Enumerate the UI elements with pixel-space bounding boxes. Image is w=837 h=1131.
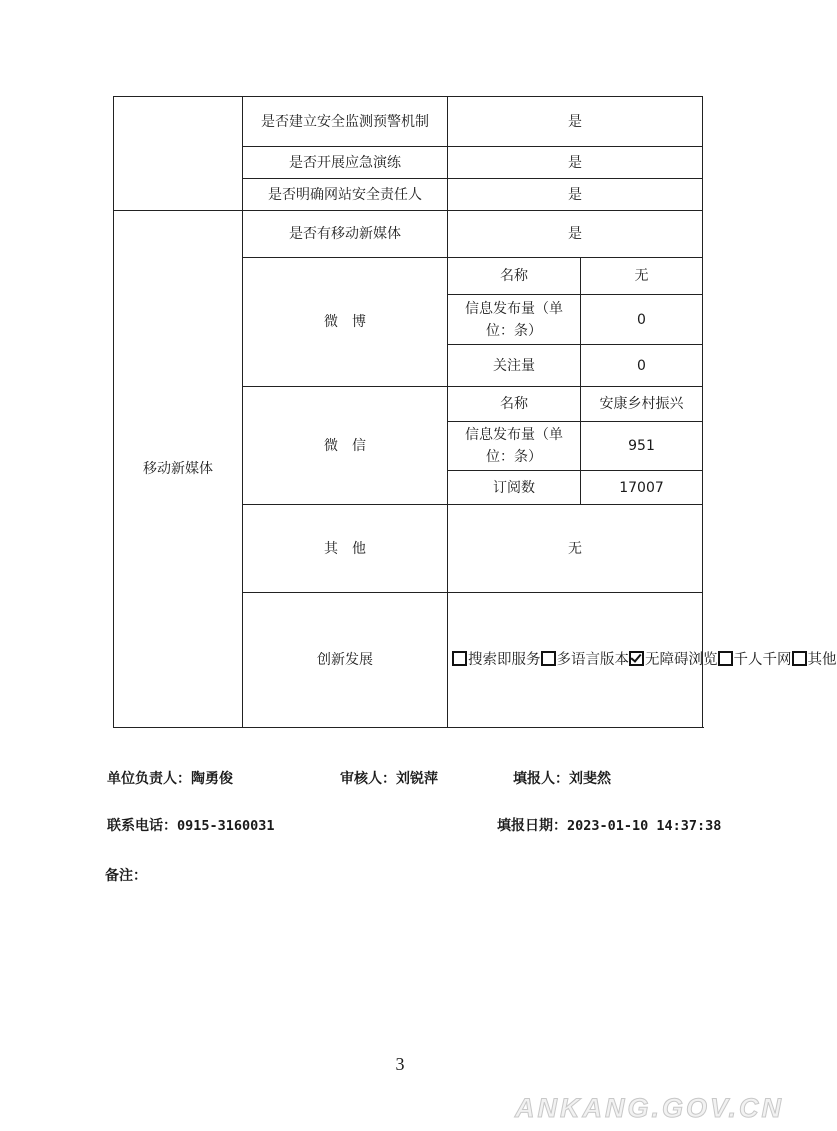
security-row-value: 是 bbox=[448, 97, 703, 147]
phone-label: 联系电话： bbox=[107, 818, 177, 834]
reviewer-value: 刘锐萍 bbox=[396, 771, 438, 787]
filler-label: 填报人： bbox=[513, 771, 569, 787]
security-section-cell bbox=[114, 97, 243, 211]
weibo-posts-label: 信息发布量（单位：条） bbox=[448, 295, 581, 345]
site-watermark: ANKANG.GOV.CN bbox=[515, 1093, 785, 1123]
accessibility-option-label: 无障碍浏览 bbox=[645, 652, 718, 668]
security-row-value: 是 bbox=[448, 147, 703, 179]
wechat-name-value: 安康乡村振兴 bbox=[581, 387, 703, 422]
search-service-option-label: 搜索即服务 bbox=[468, 652, 541, 668]
wechat-label: 微信 bbox=[243, 387, 448, 505]
other-option-label: 其他 bbox=[807, 652, 837, 668]
other-label: 其他 bbox=[243, 505, 448, 593]
personalized-checkbox[interactable] bbox=[718, 651, 733, 666]
security-row-label: 是否建立安全监测预警机制 bbox=[243, 97, 448, 147]
weibo-name-value: 无 bbox=[581, 258, 703, 295]
weibo-name-label: 名称 bbox=[448, 258, 581, 295]
date-value: 2023-01-10 14:37:38 bbox=[567, 818, 722, 834]
reviewer-line bbox=[340, 768, 438, 788]
wechat-subscribers-label: 订阅数 bbox=[448, 471, 581, 505]
date-label: 填报日期： bbox=[497, 818, 567, 834]
multi-language-checkbox[interactable] bbox=[541, 651, 556, 666]
personalized-option-label: 千人千网 bbox=[733, 652, 792, 668]
weibo-posts-value: 0 bbox=[581, 295, 703, 345]
phone-line bbox=[107, 815, 275, 835]
multi-language-option-label: 多语言版本 bbox=[556, 652, 629, 668]
search-service-checkbox[interactable] bbox=[452, 651, 467, 666]
has-mobile-value: 是 bbox=[448, 211, 703, 258]
unit-head-line bbox=[107, 768, 233, 788]
other-checkbox[interactable] bbox=[792, 651, 807, 666]
filler-value: 刘斐然 bbox=[569, 771, 611, 787]
remark-label: 备注： bbox=[105, 868, 147, 884]
wechat-subscribers-value: 17007 bbox=[581, 471, 703, 505]
security-row-label: 是否开展应急演练 bbox=[243, 147, 448, 179]
wechat-posts-label: 信息发布量（单位：条） bbox=[448, 422, 581, 471]
accessibility-checkbox[interactable] bbox=[629, 651, 644, 666]
weibo-followers-value: 0 bbox=[581, 345, 703, 387]
mobile-media-section-label: 移动新媒体 bbox=[114, 211, 243, 728]
unit-head-label: 单位负责人： bbox=[107, 771, 191, 787]
weibo-followers-label: 关注量 bbox=[448, 345, 581, 387]
report-table bbox=[113, 96, 837, 728]
security-row-label: 是否明确网站安全责任人 bbox=[243, 179, 448, 211]
other-value: 无 bbox=[448, 505, 703, 593]
phone-value: 0915-3160031 bbox=[177, 818, 275, 834]
wechat-posts-value: 951 bbox=[581, 422, 703, 471]
innovation-label: 创新发展 bbox=[243, 593, 448, 728]
wechat-name-label: 名称 bbox=[448, 387, 581, 422]
reviewer-label: 审核人： bbox=[340, 771, 396, 787]
unit-head-value: 陶勇俊 bbox=[191, 771, 233, 787]
weibo-label: 微博 bbox=[243, 258, 448, 387]
filler-line bbox=[513, 768, 611, 788]
has-mobile-label: 是否有移动新媒体 bbox=[243, 211, 448, 258]
page-number: 3 bbox=[395, 1054, 405, 1074]
innovation-options bbox=[448, 593, 837, 728]
date-line bbox=[497, 815, 721, 835]
security-row-value: 是 bbox=[448, 179, 703, 211]
